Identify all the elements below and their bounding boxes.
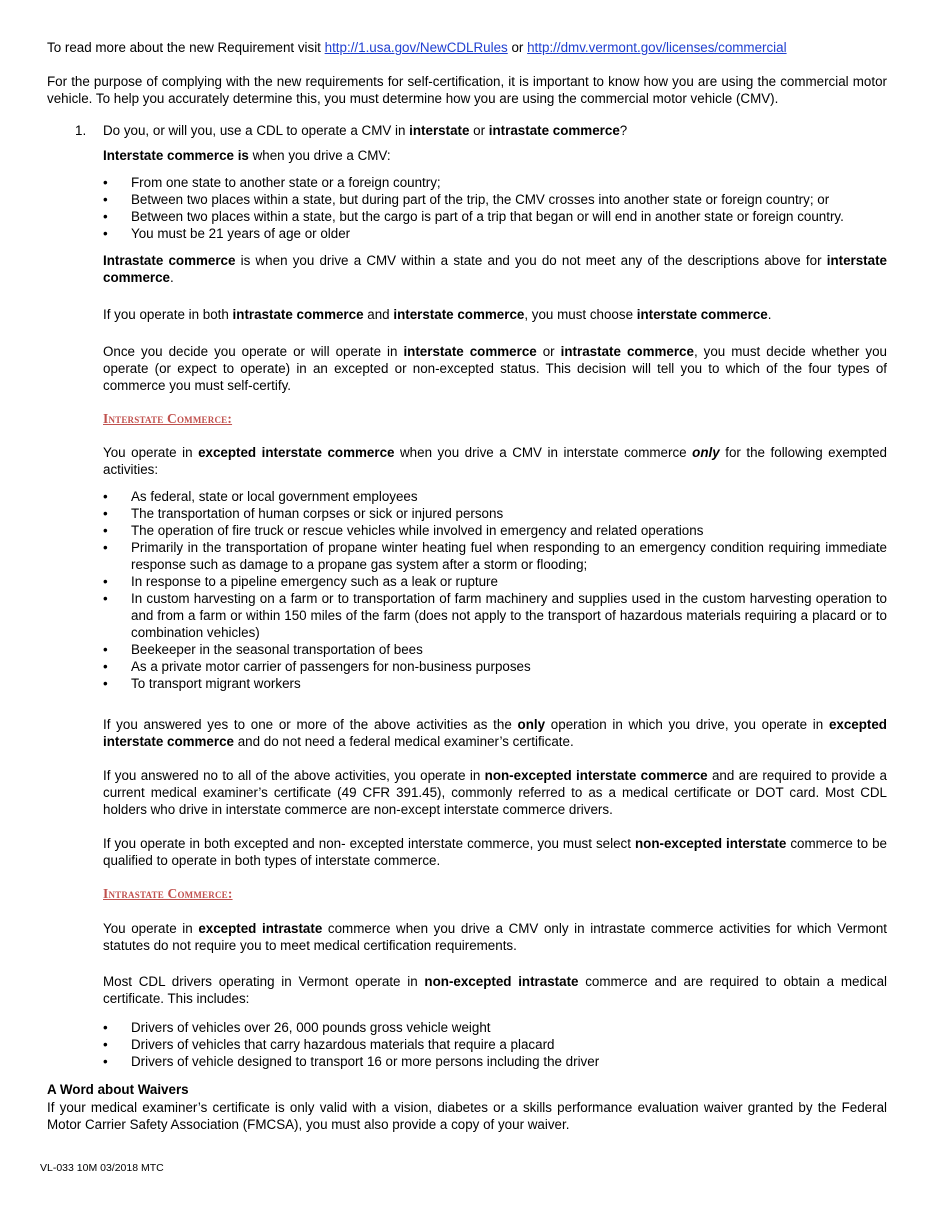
both-commerce-paragraph: If you operate in both intrastate commerce and interstate commerce, you must choose interstate commerce. [103, 307, 772, 322]
list-item: • As federal, state or local government employees [103, 489, 418, 504]
excepted-interstate-paragraph: You operate in excepted interstate commerce when you drive a CMV in interstate commerce only for the following exempted activities: [103, 445, 887, 477]
list-item: • Drivers of vehicles that carry hazardous materials that require a placard [103, 1037, 555, 1052]
decide-paragraph: Once you decide you operate or will operate in interstate commerce or intrastate commerce, you must decide whether you operate (or expect to operate) in an excepted or non-excepted status. This decision will tell you to which of the four types of commerce you must self-certify. [103, 344, 887, 393]
intro-line [47, 39, 887, 56]
list-item: • In custom harvesting on a farm or to transportation of farm machinery and supplies used in the custom harvesting operation to and from a farm or within 150 miles of the farm (does not apply to the transport of hazardous materials requiring a placard or to combination vehicles) [103, 591, 887, 640]
interstate-definition: Interstate commerce is when you drive a CMV: [103, 148, 391, 163]
vermont-dmv-link[interactable]: http://dmv.vermont.gov/licenses/commercial [527, 40, 787, 55]
list-item: • Drivers of vehicles over 26, 000 pounds gross vehicle weight [103, 1020, 491, 1035]
list-item: • Between two places within a state, but the cargo is part of a trip that began or will end in another state or foreign country. [103, 209, 844, 224]
both-interstate-paragraph: If you operate in both excepted and non- excepted interstate commerce, you must select non-excepted interstate commerce to be qualified to operate in both types of interstate commerce. [103, 836, 887, 868]
question-number: 1. [75, 123, 87, 138]
intrastate-definition: Intrastate commerce is when you drive a CMV within a state and you do not meet any of the descriptions above for interstate commerce. [103, 253, 887, 285]
excepted-intrastate-paragraph: You operate in excepted intrastate commerce when you drive a CMV only in intrastate commerce activities for which Vermont statutes do not require you to meet medical certification requirements. [103, 921, 887, 953]
most-drivers-paragraph: Most CDL drivers operating in Vermont operate in non-excepted intrastate commerce and are required to obtain a medical certificate. This includes: [103, 974, 887, 1006]
list-item: • You must be 21 years of age or older [103, 226, 351, 241]
list-item: • The transportation of human corpses or sick or injured persons [103, 506, 504, 521]
exempt-activities-list [103, 488, 887, 692]
list-item: • As a private motor carrier of passengers for non-business purposes [103, 659, 531, 674]
interstate-bullet-list [103, 174, 887, 242]
no-answer-paragraph: If you answered no to all of the above activities, you operate in non-excepted interstate commerce and are required to provide a current medical examiner’s certificate (49 CFR 391.45), commonly referred to as a medical certificate or DOT card. Most CDL holders who drive in interstate commerce are non-except interstate commerce drivers. [103, 768, 887, 817]
list-item: • From one state to another state or a foreign country; [103, 175, 441, 190]
intro-lead: To read more about the new Requirement visit [47, 40, 325, 55]
newcdlrules-link[interactable]: http://1.usa.gov/NewCDLRules [324, 40, 508, 55]
purpose-paragraph: For the purpose of complying with the new requirements for self-certification, it is important to know how you are using the commercial motor vehicle. To help you accurately determine this, you must determine how you are using the commercial motor vehicle (CMV). [47, 74, 887, 106]
list-item: • Primarily in the transportation of propane winter heating fuel when responding to an emergency condition requiring immediate response such as damage to a propane gas system after a storm or flooding; [103, 540, 887, 572]
intrastate-commerce-heading: Intrastate Commerce: [103, 886, 233, 901]
list-item: • Drivers of vehicle designed to transport 16 or more persons including the driver [103, 1054, 600, 1069]
question-1: Do you, or will you, use a CDL to operate a CMV in interstate or intrastate commerce? [103, 123, 628, 138]
list-item: • The operation of fire truck or rescue vehicles while involved in emergency and related operations [103, 523, 704, 538]
list-item: • To transport migrant workers [103, 676, 301, 691]
waivers-paragraph: If your medical examiner’s certificate is only valid with a vision, diabetes or a skills performance evaluation waiver granted by the Federal Motor Carrier Safety Association (FMCSA), you must also provide a copy of your waiver. [47, 1100, 887, 1132]
waivers-heading: A Word about Waivers [47, 1082, 189, 1097]
intrastate-bullet-list [103, 1019, 887, 1070]
list-item: • Beekeeper in the seasonal transportation of bees [103, 642, 423, 657]
yes-answer-paragraph: If you answered yes to one or more of the above activities as the only operation in which you drive, you operate in excepted interstate commerce and do not need a federal medical examiner’s certificate. [103, 717, 887, 749]
list-item: • Between two places within a state, but during part of the trip, the CMV crosses into another state or foreign country; or [103, 192, 830, 207]
intro-or: or [507, 40, 528, 55]
list-item: • In response to a pipeline emergency such as a leak or rupture [103, 574, 498, 589]
interstate-commerce-heading: Interstate Commerce: [103, 411, 233, 426]
form-footer: VL-033 10M 03/2018 MTC [40, 1162, 164, 1174]
